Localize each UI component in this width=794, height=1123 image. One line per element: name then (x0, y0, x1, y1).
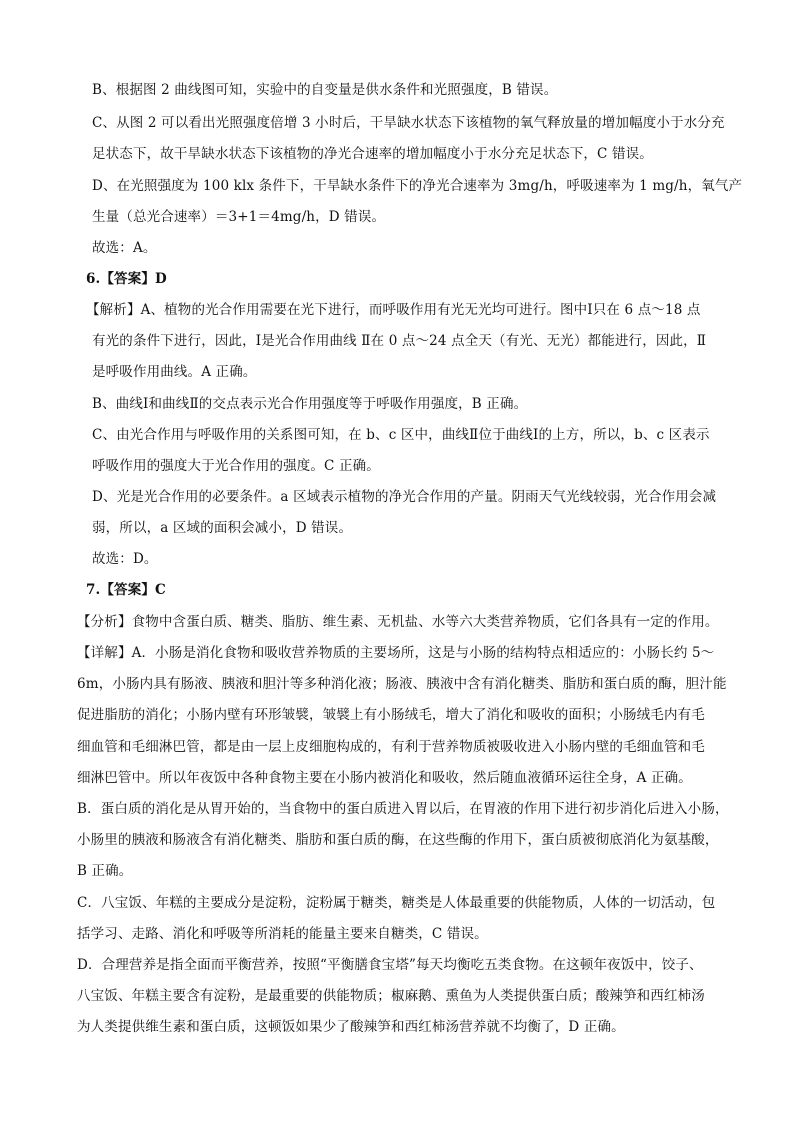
answer-heading: 6.【答案】D (86, 271, 167, 287)
text-line: D．合理营养是指全面而平衡营养，按照“平衡膳食宝塔”每天均衡吃五类食物。在这顿年夜饭中，饺子、 (77, 957, 703, 973)
text-line: 故选：D。 (92, 551, 158, 567)
text-line: 细血管和毛细淋巴管，都是由一层上皮细胞构成的，有利于营养物质被吸收进入小肠内壁的毛细血管和毛 (77, 739, 705, 755)
text-line: C、从图 2 可以看出光照强度倍增 3 小时后，干旱缺水状态下该植物的氧气释放量的增加幅度小于水分充 (92, 115, 725, 131)
text-line: 括学习、走路、消化和呼吸等所消耗的能量主要来自糖类，C 错误。 (77, 926, 488, 942)
text-line: 弱，所以，a 区域的面积会减小，D 错误。 (92, 520, 353, 536)
text-line: 是呼吸作用曲线。A 正确。 (92, 364, 257, 380)
text-line: D、光是光合作用的必要条件。a 区域表示植物的净光合作用的产量。阴雨天气光线较弱，光合作用会减 (92, 489, 717, 505)
text-line: 细淋巴管中。所以年夜饭中各种食物主要在小肠内被消化和吸收，然后随血液循环运往全身，A 正确。 (77, 770, 692, 786)
text-line: 足状态下，故干旱缺水状态下该植物的净光合速率的增加幅度小于水分充足状态下，C 错误。 (92, 146, 653, 162)
text-line: B 正确。 (77, 863, 133, 879)
text-line: 生量（总光合速率）＝3+1＝4mg/h，D 错误。 (92, 209, 386, 225)
text-line: 故选：A。 (92, 240, 157, 256)
text-line: B、根据图 2 曲线图可知，实验中的自变量是供水条件和光照强度，B 错误。 (92, 82, 558, 98)
answer-heading: 7.【答案】C (86, 582, 166, 598)
text-line: 【详解】A．小肠是消化食物和吸收营养物质的主要场所，这是与小肠的结构特点相适应的：小肠长约 5～ (77, 645, 715, 661)
text-line: 【分析】食物中含蛋白质、糖类、脂肪、维生素、无机盐、水等六大类营养物质，它们各具有一定的作用。 (77, 614, 719, 630)
text-line: C、由光合作用与呼吸作用的关系图可知，在 b、c 区中，曲线Ⅱ位于曲线Ⅰ的上方，所以，b、c 区表示 (92, 427, 710, 443)
text-line: 有光的条件下进行，因此，Ⅰ是光合作用曲线 Ⅱ在 0 点～24 点全天（有光、无光）都能进行，因此，Ⅱ (92, 333, 707, 349)
text-line: 促进脂肪的消化；小肠内壁有环形皱襞，皱襞上有小肠绒毛，增大了消化和吸收的面积；小肠绒毛内有毛 (77, 707, 705, 723)
text-line: B．蛋白质的消化是从胃开始的，当食物中的蛋白质进入胃以后，在胃液的作用下进行初步消化后进入小肠， (77, 801, 729, 817)
text-line: 6m，小肠内具有肠液、胰液和胆汁等多种消化液；肠液、胰液中含有消化糖类、脂肪和蛋白质的酶，胆汁能 (77, 676, 727, 692)
text-line: D、在光照强度为 100 klx 条件下，干旱缺水条件下的净光合速率为 3mg/h，呼吸速率为 1 mg/h，氧气产 (92, 178, 743, 194)
text-line: 【解析】A、植物的光合作用需要在光下进行，而呼吸作用有光无光均可进行。图中Ⅰ只在 6 点～18 点 (86, 302, 701, 318)
text-line: 八宝饭、年糕主要含有淀粉，是最重要的供能物质；椒麻鹅、熏鱼为人类提供蛋白质；酸辣笋和西红柿汤 (77, 988, 705, 1004)
text-line: B、曲线Ⅰ和曲线Ⅱ的交点表示光合作用强度等于呼吸作用强度，B 正确。 (92, 396, 528, 412)
text-line: C．八宝饭、年糕的主要成分是淀粉，淀粉属于糖类，糖类是人体最重要的供能物质，人体的一切活动，包 (77, 895, 716, 911)
text-line: 呼吸作用的强度大于光合作用的强度。C 正确。 (92, 458, 380, 474)
text-line: 为人类提供维生素和蛋白质，这顿饭如果少了酸辣笋和西红柿汤营养就不均衡了，D 正确。 (77, 1019, 625, 1035)
text-line: 小肠里的胰液和肠液含有消化糖类、脂肪和蛋白质的酶，在这些酶的作用下，蛋白质被彻底消化为氨基酸， (77, 832, 719, 848)
